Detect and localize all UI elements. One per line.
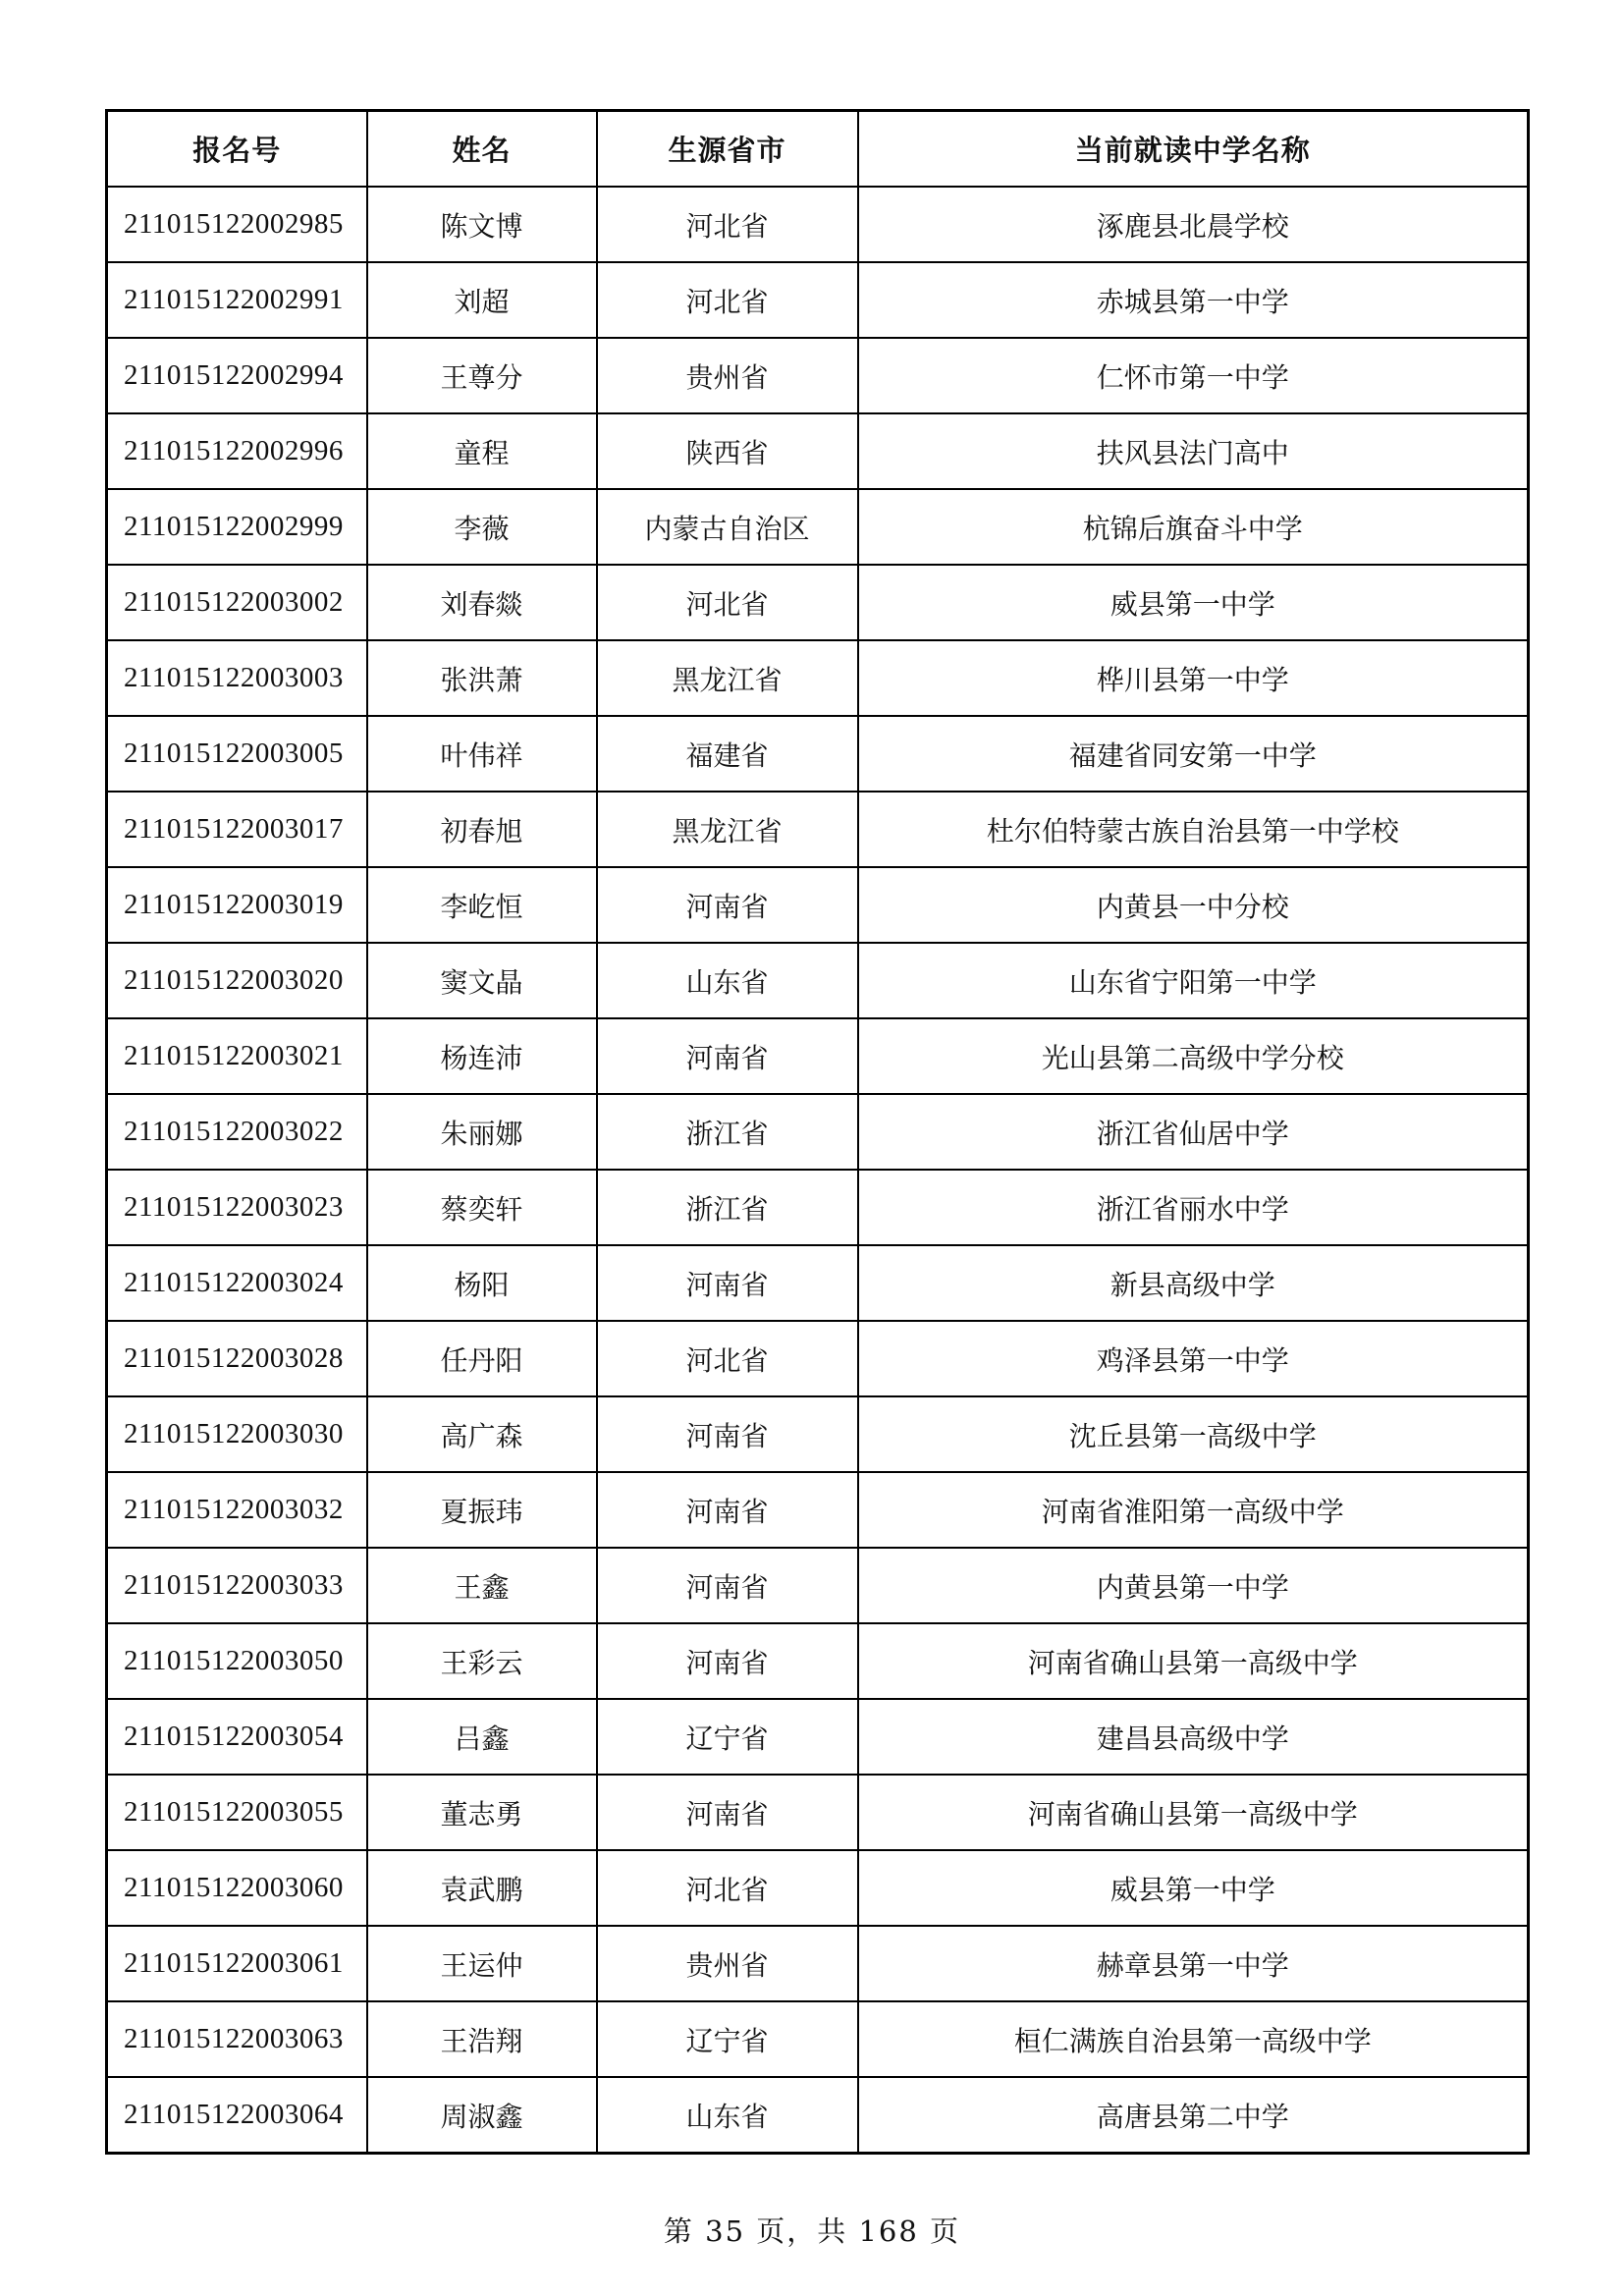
home-province-cell: 河北省 <box>597 1321 858 1396</box>
table-row <box>107 1850 1529 1926</box>
name-cell: 李屹恒 <box>367 867 597 943</box>
name-cell: 叶伟祥 <box>367 716 597 792</box>
table-row <box>107 1775 1529 1850</box>
registration-number-cell: 211015122003055 <box>107 1775 367 1850</box>
name-cell: 任丹阳 <box>367 1321 597 1396</box>
table-row <box>107 489 1529 565</box>
table-header-row <box>107 111 1529 188</box>
registration-number-cell: 211015122003050 <box>107 1623 367 1699</box>
header-current-school: 当前就读中学名称 <box>858 111 1529 188</box>
current-school-cell: 威县第一中学 <box>858 565 1529 640</box>
current-school-cell: 河南省淮阳第一高级中学 <box>858 1472 1529 1548</box>
current-school-cell: 浙江省丽水中学 <box>858 1170 1529 1245</box>
current-school-cell: 桓仁满族自治县第一高级中学 <box>858 2001 1529 2077</box>
header-home-province: 生源省市 <box>597 111 858 188</box>
current-school-cell: 高唐县第二中学 <box>858 2077 1529 2154</box>
table-row <box>107 716 1529 792</box>
table-row <box>107 1548 1529 1623</box>
registration-number-cell: 211015122003063 <box>107 2001 367 2077</box>
name-cell: 蔡奕轩 <box>367 1170 597 1245</box>
registration-number-cell: 211015122002996 <box>107 413 367 489</box>
home-province-cell: 河北省 <box>597 187 858 262</box>
table-row <box>107 1170 1529 1245</box>
header-registration-number: 报名号 <box>107 111 367 188</box>
current-school-cell: 内黄县一中分校 <box>858 867 1529 943</box>
table-row <box>107 1623 1529 1699</box>
home-province-cell: 浙江省 <box>597 1094 858 1170</box>
registration-number-cell: 211015122002999 <box>107 489 367 565</box>
registration-number-cell: 211015122003003 <box>107 640 367 716</box>
home-province-cell: 河南省 <box>597 1472 858 1548</box>
name-cell: 周淑鑫 <box>367 2077 597 2154</box>
current-school-cell: 赫章县第一中学 <box>858 1926 1529 2001</box>
table-row <box>107 413 1529 489</box>
home-province-cell: 河南省 <box>597 1018 858 1094</box>
home-province-cell: 河北省 <box>597 1850 858 1926</box>
name-cell: 张洪萧 <box>367 640 597 716</box>
header-name: 姓名 <box>367 111 597 188</box>
registration-number-cell: 211015122003005 <box>107 716 367 792</box>
table-row <box>107 1699 1529 1775</box>
name-cell: 吕鑫 <box>367 1699 597 1775</box>
table-row <box>107 1321 1529 1396</box>
home-province-cell: 黑龙江省 <box>597 640 858 716</box>
registration-number-cell: 211015122002991 <box>107 262 367 338</box>
home-province-cell: 河南省 <box>597 1548 858 1623</box>
current-school-cell: 桦川县第一中学 <box>858 640 1529 716</box>
current-school-cell: 鸡泽县第一中学 <box>858 1321 1529 1396</box>
registration-number-cell: 211015122002985 <box>107 187 367 262</box>
table-row <box>107 1926 1529 2001</box>
table-row <box>107 943 1529 1018</box>
current-school-cell: 河南省确山县第一高级中学 <box>858 1623 1529 1699</box>
registration-number-cell: 211015122003061 <box>107 1926 367 2001</box>
current-school-cell: 仁怀市第一中学 <box>858 338 1529 413</box>
current-school-cell: 杭锦后旗奋斗中学 <box>858 489 1529 565</box>
home-province-cell: 河南省 <box>597 1623 858 1699</box>
registration-number-cell: 211015122003054 <box>107 1699 367 1775</box>
name-cell: 高广森 <box>367 1396 597 1472</box>
registration-number-cell: 211015122003017 <box>107 792 367 867</box>
current-school-cell: 内黄县第一中学 <box>858 1548 1529 1623</box>
current-school-cell: 威县第一中学 <box>858 1850 1529 1926</box>
current-school-cell: 扶风县法门高中 <box>858 413 1529 489</box>
registration-number-cell: 211015122003064 <box>107 2077 367 2154</box>
registration-number-cell: 211015122003023 <box>107 1170 367 1245</box>
home-province-cell: 河南省 <box>597 1396 858 1472</box>
registration-number-cell: 211015122003032 <box>107 1472 367 1548</box>
current-school-cell: 浙江省仙居中学 <box>858 1094 1529 1170</box>
table-row <box>107 338 1529 413</box>
current-school-cell: 建昌县高级中学 <box>858 1699 1529 1775</box>
table-row <box>107 1094 1529 1170</box>
name-cell: 王尊分 <box>367 338 597 413</box>
home-province-cell: 贵州省 <box>597 1926 858 2001</box>
name-cell: 杨连沛 <box>367 1018 597 1094</box>
table-row <box>107 262 1529 338</box>
name-cell: 朱丽娜 <box>367 1094 597 1170</box>
name-cell: 王彩云 <box>367 1623 597 1699</box>
registration-number-cell: 211015122003030 <box>107 1396 367 1472</box>
home-province-cell: 山东省 <box>597 2077 858 2154</box>
table-row <box>107 640 1529 716</box>
name-cell: 刘超 <box>367 262 597 338</box>
name-cell: 王鑫 <box>367 1548 597 1623</box>
home-province-cell: 河南省 <box>597 867 858 943</box>
home-province-cell: 河北省 <box>597 262 858 338</box>
home-province-cell: 陕西省 <box>597 413 858 489</box>
current-school-cell: 新县高级中学 <box>858 1245 1529 1321</box>
registration-number-cell: 211015122003019 <box>107 867 367 943</box>
home-province-cell: 河南省 <box>597 1775 858 1850</box>
admission-roster-table <box>105 109 1530 2155</box>
current-school-cell: 涿鹿县北晨学校 <box>858 187 1529 262</box>
name-cell: 刘春燚 <box>367 565 597 640</box>
table-row <box>107 2077 1529 2154</box>
registration-number-cell: 211015122003060 <box>107 1850 367 1926</box>
home-province-cell: 贵州省 <box>597 338 858 413</box>
registration-number-cell: 211015122003028 <box>107 1321 367 1396</box>
page-number-footer: 第 35 页，共 168 页 <box>663 2214 961 2248</box>
name-cell: 董志勇 <box>367 1775 597 1850</box>
table-row <box>107 2001 1529 2077</box>
home-province-cell: 山东省 <box>597 943 858 1018</box>
registration-number-cell: 211015122003020 <box>107 943 367 1018</box>
registration-number-cell: 211015122003022 <box>107 1094 367 1170</box>
current-school-cell: 河南省确山县第一高级中学 <box>858 1775 1529 1850</box>
name-cell: 初春旭 <box>367 792 597 867</box>
current-school-cell: 赤城县第一中学 <box>858 262 1529 338</box>
name-cell: 陈文博 <box>367 187 597 262</box>
table-row <box>107 565 1529 640</box>
registration-number-cell: 211015122003021 <box>107 1018 367 1094</box>
current-school-cell: 杜尔伯特蒙古族自治县第一中学校 <box>858 792 1529 867</box>
registration-number-cell: 211015122003002 <box>107 565 367 640</box>
name-cell: 袁武鹏 <box>367 1850 597 1926</box>
current-school-cell: 福建省同安第一中学 <box>858 716 1529 792</box>
table-body <box>107 187 1529 2154</box>
table-row <box>107 1245 1529 1321</box>
home-province-cell: 内蒙古自治区 <box>597 489 858 565</box>
table-row <box>107 187 1529 262</box>
name-cell: 夏振玮 <box>367 1472 597 1548</box>
name-cell: 童程 <box>367 413 597 489</box>
name-cell: 窦文晶 <box>367 943 597 1018</box>
home-province-cell: 河北省 <box>597 565 858 640</box>
table-row <box>107 1018 1529 1094</box>
table-row <box>107 867 1529 943</box>
home-province-cell: 浙江省 <box>597 1170 858 1245</box>
home-province-cell: 黑龙江省 <box>597 792 858 867</box>
name-cell: 王浩翔 <box>367 2001 597 2077</box>
current-school-cell: 山东省宁阳第一中学 <box>858 943 1529 1018</box>
registration-number-cell: 211015122003033 <box>107 1548 367 1623</box>
name-cell: 李薇 <box>367 489 597 565</box>
current-school-cell: 光山县第二高级中学分校 <box>858 1018 1529 1094</box>
table-row <box>107 1396 1529 1472</box>
home-province-cell: 河南省 <box>597 1245 858 1321</box>
home-province-cell: 辽宁省 <box>597 2001 858 2077</box>
document-page <box>105 109 1527 2155</box>
table-row <box>107 1472 1529 1548</box>
registration-number-cell: 211015122002994 <box>107 338 367 413</box>
home-province-cell: 辽宁省 <box>597 1699 858 1775</box>
registration-number-cell: 211015122003024 <box>107 1245 367 1321</box>
current-school-cell: 沈丘县第一高级中学 <box>858 1396 1529 1472</box>
name-cell: 杨阳 <box>367 1245 597 1321</box>
home-province-cell: 福建省 <box>597 716 858 792</box>
table-row <box>107 792 1529 867</box>
name-cell: 王运仲 <box>367 1926 597 2001</box>
